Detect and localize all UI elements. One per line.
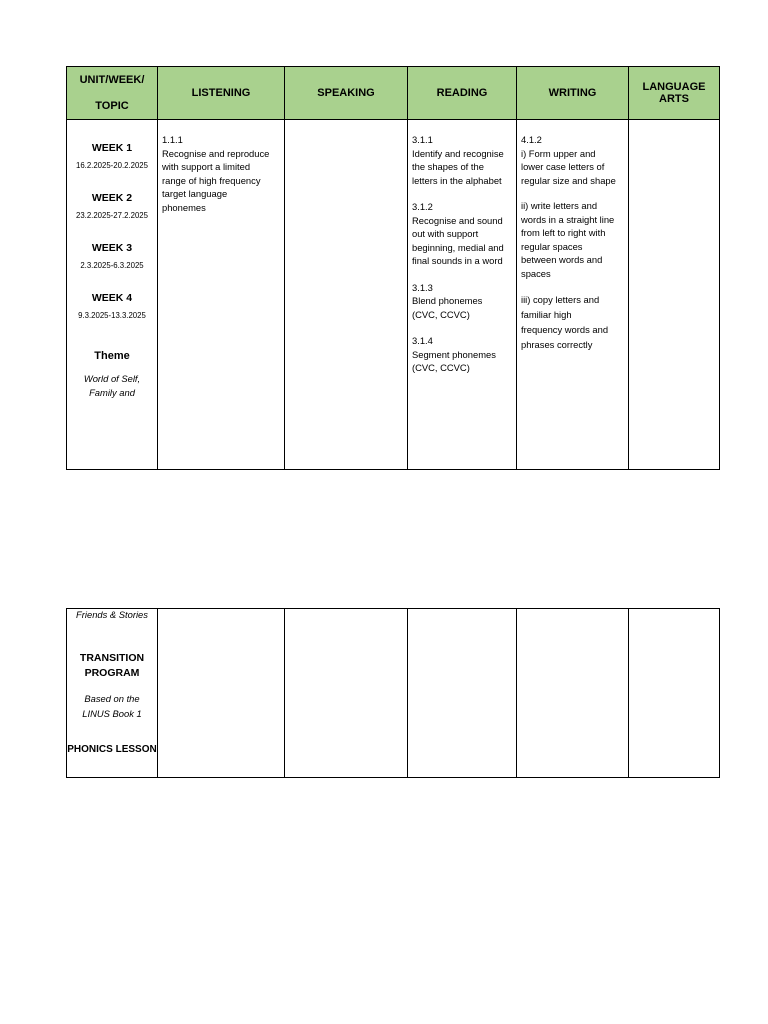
week-label: WEEK 1 [91, 142, 133, 154]
writing-cell [517, 120, 629, 470]
writing-line: ii) write letters and [521, 200, 598, 211]
writing-block [521, 199, 624, 280]
reading-line: letters in the alphabet [412, 174, 502, 186]
listening-line: Recognise and reproduce [162, 147, 270, 159]
reading-line: the shapes of the [412, 161, 484, 172]
writing-block [521, 133, 624, 187]
reading-code: 3.1.1 [412, 134, 433, 145]
based-line: LINUS Book 1 [82, 708, 142, 719]
theme-text [67, 372, 157, 400]
writing-line: between words and [521, 254, 603, 265]
writing-block [521, 292, 624, 352]
writing-line: phrases correctly [521, 339, 593, 350]
header-speaking: SPEAKING [285, 67, 408, 120]
speaking-cell [285, 120, 408, 470]
writing-line: lower case letters of [521, 161, 605, 172]
theme-line: World of Self, [83, 373, 141, 384]
header-reading: READING [408, 67, 517, 120]
reading-block [412, 334, 512, 375]
listening-cell-continued [158, 609, 285, 778]
phonics-lesson: PHONICS LESSON [67, 744, 157, 755]
reading-code: 3.1.3 [412, 281, 433, 293]
week-dates: 2.3.2025-6.3.2025 [80, 261, 144, 270]
reading-line: final sounds in a word [412, 255, 503, 266]
writing-line: from left to right with [521, 227, 606, 238]
writing-cell-continued [517, 609, 629, 778]
writing-code: 4.1.2 [521, 134, 542, 145]
listening-line: with support a limited [162, 161, 251, 172]
theme-label: Theme [94, 350, 130, 362]
transition-line: TRANSITION [79, 652, 145, 664]
writing-line: frequency words and [521, 324, 609, 335]
language-arts-cell [629, 120, 720, 470]
writing-line: i) Form upper and [521, 147, 596, 159]
writing-line: spaces [521, 267, 551, 279]
reading-code: 3.1.4 [412, 335, 433, 346]
reading-line: Identify and recognise [412, 147, 504, 159]
language-arts-cell-continued [629, 609, 720, 778]
based-line: Based on the [84, 693, 140, 704]
theme-line: Family and [89, 387, 135, 398]
header-language-arts: LANGUAGE ARTS [629, 67, 720, 120]
reading-cell-continued [408, 609, 517, 778]
transition-line: PROGRAM [84, 667, 140, 679]
reading-line: out with support [412, 228, 479, 239]
header-row [67, 67, 720, 120]
based-on-text [67, 691, 157, 721]
content-row [67, 120, 720, 470]
listening-line: range of high frequency [162, 174, 261, 186]
header-unit-line1: UNIT/WEEK/ [79, 74, 145, 86]
week-label: WEEK 3 [91, 242, 133, 254]
reading-block [412, 200, 512, 268]
listening-cell [158, 120, 285, 470]
unit-week-cell [67, 120, 158, 470]
header-unit-line2: TOPIC [95, 100, 129, 112]
reading-block [412, 133, 512, 187]
week-dates: 9.3.2025-13.3.2025 [78, 311, 146, 320]
week-label: WEEK 4 [91, 292, 133, 304]
reading-line: Recognise and sound [412, 214, 503, 226]
transition-program [67, 651, 157, 681]
reading-line: Segment phonemes [412, 348, 496, 360]
unit-week-cell-continued [67, 609, 158, 778]
header-unit [67, 67, 158, 120]
reading-line: (CVC, CCVC) [412, 308, 470, 320]
reading-block [412, 281, 512, 322]
week-label: WEEK 2 [91, 192, 133, 204]
reading-code: 3.1.2 [412, 201, 433, 212]
listening-line: target language [162, 188, 228, 199]
content-row-continued [67, 609, 720, 778]
week-dates: 16.2.2025-20.2.2025 [76, 161, 148, 170]
reading-line: beginning, medial and [412, 241, 504, 253]
reading-line: (CVC, CCVC) [412, 362, 470, 373]
listening-line: phonemes [162, 201, 206, 213]
listening-code: 1.1.1 [162, 134, 183, 145]
header-writing: WRITING [517, 67, 629, 120]
writing-line: words in a straight line [521, 213, 615, 225]
week-dates: 23.2.2025-27.2.2025 [76, 211, 148, 220]
writing-line: regular size and shape [521, 174, 616, 186]
rpt-table-bottom [66, 608, 720, 778]
writing-line: familiar high [521, 309, 572, 320]
speaking-cell-continued [285, 609, 408, 778]
writing-line: iii) copy letters and [521, 294, 600, 305]
theme-line: Friends & Stories [76, 609, 148, 620]
rpt-table-top [66, 66, 720, 470]
reading-line: Blend phonemes [412, 295, 483, 306]
reading-cell [408, 120, 517, 470]
writing-line: regular spaces [521, 240, 583, 252]
header-listening: LISTENING [158, 67, 285, 120]
